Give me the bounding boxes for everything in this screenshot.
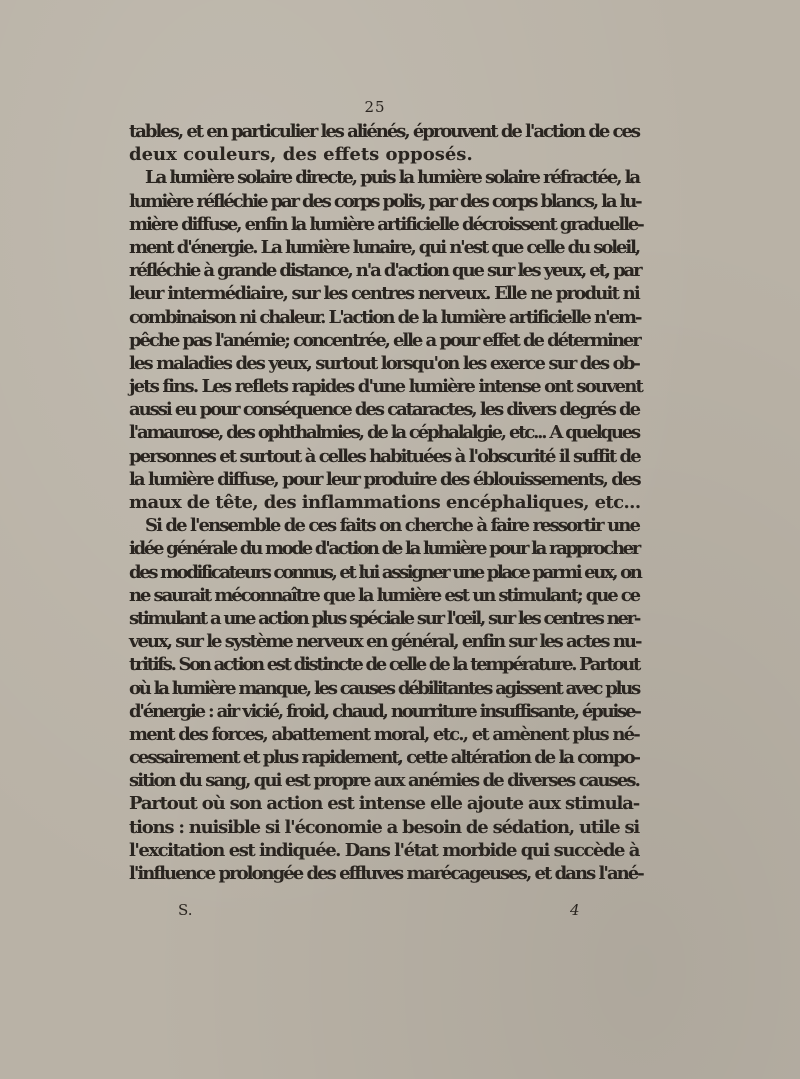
text-line: l'influence prolongée des effluves marécageuses, et dans l'ané- <box>129 863 643 884</box>
text-line: cessairement et plus rapidement, cette altération de la compo- <box>129 747 639 769</box>
text-line: la lumière diffuse, pour leur produire des éblouissements, des <box>129 468 640 490</box>
text-line: ne saurait méconnaître que la lumière est un stimulant; que ce <box>129 584 639 606</box>
text-line: ment d'énergie. La lumière lunaire, qui n'est que celle du soleil, <box>129 236 640 258</box>
text-line: veux, sur le système nerveux en général, enfin sur les actes nu- <box>129 631 641 653</box>
text-line: l'excitation est indiquée. Dans l'état morbide qui succède à <box>129 839 639 861</box>
text-line: maux de tête, des inflammations encéphaliques, etc... <box>129 492 641 513</box>
text-line: l'amaurose, des ophthalmies, de la céphalalgie, etc... A quelques <box>129 422 639 444</box>
folio-number: 4 <box>570 901 580 919</box>
text-line: mière diffuse, enfin la lumière artificielle décroissent graduelle- <box>129 213 643 235</box>
text-line: La lumière solaire directe, puis la lumière solaire réfractée, la <box>145 167 640 189</box>
text-line: des modificateurs connus, et lui assigner une place parmi eux, on <box>129 561 641 583</box>
text-line: deux couleurs, des effets opposés. <box>129 144 473 166</box>
text-line: réfléchie à grande distance, n'a d'action que sur les yeux, et, par <box>129 260 641 282</box>
text-line: tables, et en particulier les aliénés, éprouvent de l'action de ces <box>129 121 640 142</box>
text-line: Si de l'ensemble de ces faits on cherche à faire ressortir une <box>145 515 639 537</box>
text-line: tritifs. Son action est distincte de celle de la température. Partout <box>129 654 639 676</box>
text-line: les maladies des yeux, surtout lorsqu'on les exerce sur des ob- <box>129 352 639 374</box>
text-line: où la lumière manque, les causes débilitantes agissent avec plus <box>129 677 639 699</box>
signature-mark: S. <box>178 901 193 919</box>
text-line: stimulant a une action plus spéciale sur l'œil, sur les centres ner- <box>129 607 640 629</box>
text-line: pêche pas l'anémie; concentrée, elle a pour effet de déterminer <box>129 329 640 351</box>
text-line: leur intermédiaire, sur les centres nerveux. Elle ne produit ni <box>129 283 639 305</box>
text-line: tions : nuisible si l'économie a besoin de sédation, utile si <box>129 816 640 838</box>
text-line: combinaison ni chaleur. L'action de la lumière artificielle n'em- <box>129 306 641 328</box>
text-line: ment des forces, abattement moral, etc., et amènent plus né- <box>129 723 639 745</box>
text-line: lumière réfléchie par des corps polis, par des corps blancs, la lu- <box>129 190 641 212</box>
text-line: idée générale du mode d'action de la lumière pour la rapprocher <box>129 538 639 560</box>
page-number: 25 <box>364 98 386 116</box>
body-text <box>129 120 643 885</box>
text-line: Partout où son action est intense elle ajoute aux stimula- <box>129 793 639 815</box>
text-line: jets fins. Les reflets rapides d'une lumière intense ont souvent <box>129 376 642 398</box>
text-line: personnes et surtout à celles habituées à l'obscurité il suffit de <box>129 445 640 467</box>
text-line: sition du sang, qui est propre aux anémies de diverses causes. <box>129 770 639 792</box>
text-line: aussi eu pour conséquence des cataractes, les divers degrés de <box>129 399 640 421</box>
text-line: d'énergie : air vicié, froid, chaud, nourriture insuffisante, épuise- <box>129 700 640 722</box>
